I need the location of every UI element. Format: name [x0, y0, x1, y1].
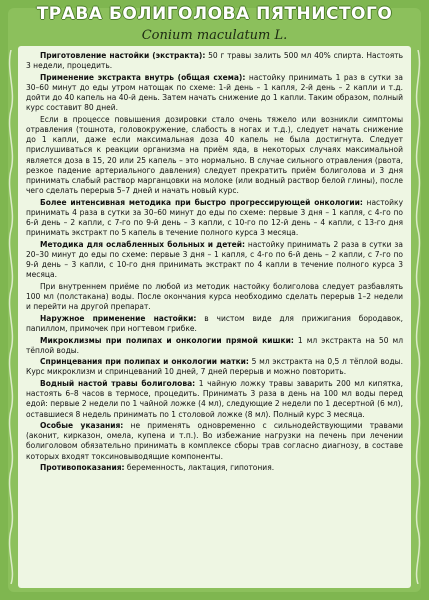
paragraph-body: беременность, лактация, гипотония. [124, 462, 275, 473]
instructions-text [26, 50, 403, 474]
paragraph-body: настойку принимать 4 раза в сутки за 30–60 минут до еды по схеме: первые 3 дня – 1 капля, с 4-го по 6-й день – 2 капли, с 7-го по 9-й день – 3 капли, с 10-го по 12-й день – 4 капли, с 13-го дня принимать экстракт по 5 капель в течение полного курса 3 месяца. [26, 196, 404, 238]
paragraph [26, 281, 403, 312]
paragraph-body: 1 мл экстракта на 50 мл тёплой воды. [26, 334, 403, 355]
latin-name: Conium maculatum L. [141, 28, 288, 43]
paragraph [26, 335, 403, 355]
paragraph [26, 197, 403, 238]
paragraph-body: Если в процессе повышения дозировки стало очень тяжело или возникли симптомы отравления (тошнота, головокружение, слабость в ногах и т.д.), следует начать снижение до 1 капли, даже если максимальная доза 40 капель не была достигнута. Следует прислушиваться к реакции организма на приём яда, в некоторых случаях максимальной является доза в 15, 20 или 25 капель – это нормально. В случае сильного отравления (рвота, резкое падение артериального давления) следует прекратить приём болиголова и 3 дня принимать слабый раствор марганцовки на молоке (или водный раствор белой глины), после чего сделать перерыв 5–7 дней и начать новый курс. [26, 113, 403, 196]
paragraph-lead: Противопоказания: [40, 462, 125, 473]
paragraph [26, 356, 403, 376]
paragraph-body: настойку принимать 2 раза в сутки за 20–30 минут до еды по схеме: первые 3 дня – 1 капля, с 4-го по 6-й день – 2 капли, с 7-го по 9-й день – 3 капли, с 10-го дня принимать экстракт по 4 капли в течение полного курса 3 месяца. [26, 238, 403, 280]
paragraph-body: не применять одновременно с сильнодействующими травами (аконит, кирказон, омела, купена и т.п.). Во избежание нагрузки на печень при лечении болиголовом обязательно принимать в комплексе сборы трав согласно диагнозу, в составе которых входят токсиновыводящие компоненты. [26, 420, 403, 461]
paragraph [26, 420, 403, 461]
paragraph-lead: Наружное применение настойки: [40, 312, 197, 323]
paragraph-lead: Приготовление настойки (экстракта): [40, 50, 206, 60]
paragraph [26, 114, 403, 196]
right-vine-ornament [411, 50, 425, 584]
paragraph-lead: Более интенсивная методика при быстро прогрессирующей онкологии: [40, 196, 363, 207]
paragraph [26, 378, 403, 419]
paragraph-body: При внутреннем приёме по любой из методик настойку болиголова следует разбавлять 100 мл (полстакана) воды. После окончания курса необходимо сделать перерыв 1–2 недели и перейти на другой препарат. [26, 280, 403, 312]
paragraph-body: 5 мл экстракта на 0,5 л тёплой воды. Курс микроклизм и спринцеваний 10 дней, 7 дней перерыв и можно повторить. [26, 356, 403, 377]
paragraph-body: в чистом виде для прижигания бородавок, папиллом, примочек при ногтевом грибке. [26, 312, 403, 334]
paragraph [26, 72, 403, 113]
paragraph [26, 462, 403, 472]
paragraph-body: 50 г травы залить 500 мл 40% спирта. Настоять 3 недели, процедить. [26, 50, 404, 71]
paragraph [26, 239, 403, 280]
paragraph-lead: Методика для ослабленных больных и детей: [40, 238, 245, 249]
paragraph-lead: Водный настой травы болиголова: [40, 377, 196, 388]
paragraph-body: настойку принимать 1 раз в сутки за 30–60 минут до еды утром натощак по схеме: 1-й день – 1 капля, 2-й день – 2 капли и т.д. дойти до 40 капель на 40-й день. Затем начать снижение до 1 капли. Таким образом, полный курс составит 80 дней. [26, 71, 403, 113]
left-vine-ornament [4, 50, 18, 584]
paragraph-lead: Применение экстракта внутрь (общая схема): [40, 71, 246, 82]
paragraph [26, 50, 403, 70]
paragraph-lead: Микроклизмы при полипах и онкологии прямой кишки: [40, 334, 294, 345]
paragraph-body: 1 чайную ложку травы заварить 200 мл кипятка, настоять 6–8 часов в термосе, процедить. Принимать 3 раза в день на 100 мл воды перед едой: первые 2 недели по 1 чайной ложке (4 мл), следующие 2 недели по 1 десертной (6 мл), оставшиеся 8 недель принимать по 1 столовой ложке (8 мл). Полный курс 3 месяца. [26, 377, 403, 419]
page-title: ТРАВА БОЛИГОЛОВА ПЯТНИСТОГО [36, 4, 393, 24]
paragraph-lead: Спринцевания при полипах и онкологии матки: [40, 356, 249, 367]
paragraph [26, 313, 403, 333]
paragraph-lead: Особые указания: [40, 420, 124, 431]
